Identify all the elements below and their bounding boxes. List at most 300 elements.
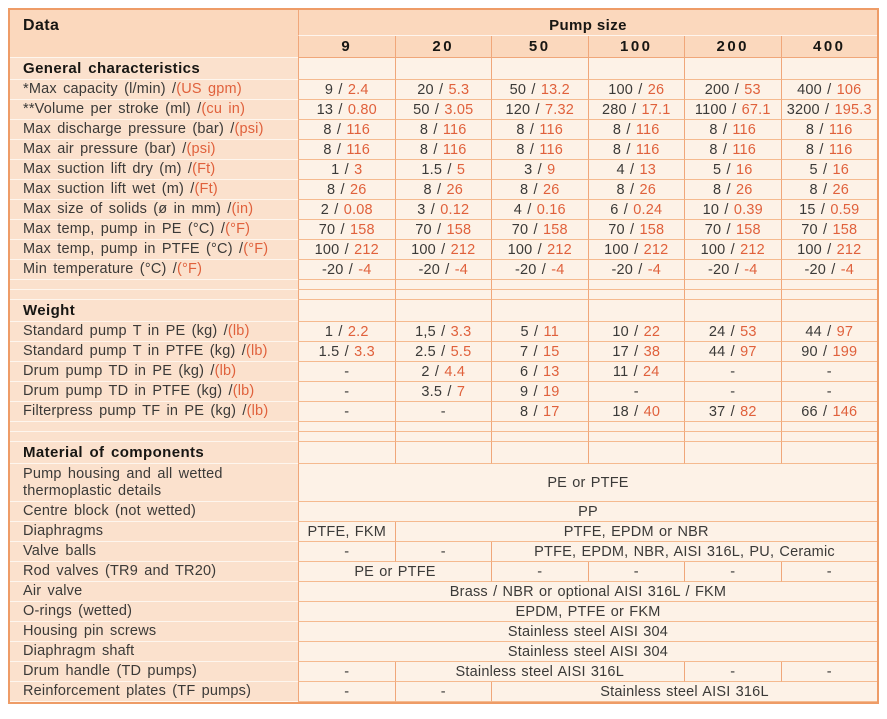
value-cell [491, 180, 588, 200]
value-separator: / [528, 363, 543, 380]
value-cell [781, 260, 878, 280]
row-label [10, 602, 298, 622]
metric-value: 70 [511, 221, 529, 238]
empty-cell [684, 442, 781, 464]
row-label [10, 120, 298, 140]
row-label [10, 240, 298, 260]
section-header-row [10, 300, 877, 322]
imperial-value: 0.39 [733, 201, 763, 218]
value-separator: / [717, 141, 733, 158]
table-row [10, 260, 877, 280]
empty-cell [781, 442, 878, 464]
row-label [10, 140, 298, 160]
row-label [10, 682, 298, 702]
value-separator: / [522, 201, 537, 218]
value-separator: / [628, 403, 644, 420]
imperial-value: 4.4 [444, 363, 466, 380]
row-label-text: thermoplastic details [23, 483, 162, 499]
table-row [10, 200, 877, 220]
imperial-value: 40 [643, 403, 661, 420]
imperial-value: 0.12 [440, 201, 470, 218]
imperial-value: 13 [639, 161, 656, 178]
value-cell [298, 260, 395, 280]
metric-value: 9 [520, 383, 529, 400]
imperial-value: 97 [740, 343, 757, 360]
metric-value: 50 [413, 101, 430, 118]
value-separator: / [815, 201, 831, 218]
metric-value: 8 [520, 181, 529, 198]
value-separator: / [729, 81, 745, 98]
row-label-text: Diaphragms [23, 523, 104, 539]
metric-value: 8 [323, 141, 332, 158]
value-cell [684, 260, 781, 280]
table-body [10, 58, 877, 702]
imperial-value: 116 [442, 141, 467, 158]
value-cell [491, 140, 588, 160]
metric-value: 70 [318, 221, 336, 238]
value-cell [588, 80, 685, 100]
empty-cell [781, 432, 878, 442]
value-separator: / [433, 81, 449, 98]
material-cell: - [588, 562, 685, 582]
section-header-row [10, 442, 877, 464]
metric-value: 20 [417, 81, 434, 98]
spacer-label [10, 290, 298, 300]
imperial-value: 158 [639, 221, 665, 238]
value-cell [684, 180, 781, 200]
empty-cell [491, 290, 588, 300]
metric-value: 44 [708, 343, 726, 360]
value-cell [298, 322, 395, 342]
value-cell [588, 100, 685, 120]
imperial-value: 116 [539, 141, 564, 158]
table-row [10, 140, 877, 160]
imperial-value: 212 [547, 241, 572, 258]
row-label-text: Rod valves (TR9 and TR20) [23, 563, 217, 579]
row-label-text: Drum pump TD in PTFE (kg) / [23, 383, 233, 399]
imperial-value: 212 [450, 241, 476, 258]
value-cell [395, 322, 492, 342]
value-cell [588, 200, 685, 220]
imperial-value: 82 [740, 403, 757, 420]
row-label [10, 160, 298, 180]
metric-value: 15 [799, 201, 816, 218]
empty-cell [298, 58, 395, 80]
value-separator: / [528, 383, 543, 400]
metric-value: 3200 [786, 101, 820, 118]
pump-size-value: 9 [298, 36, 395, 58]
row-label-text: Standard pump T in PE (kg) / [23, 323, 228, 339]
empty-cell [781, 422, 878, 432]
imperial-value: 158 [446, 221, 472, 238]
empty-cell [684, 422, 781, 432]
metric-value: 66 [801, 403, 818, 420]
empty-cell [684, 432, 781, 442]
metric-value: 10 [612, 323, 629, 340]
metric-value: 5 [809, 161, 818, 178]
row-label [10, 562, 298, 582]
row-label-unit: (lb) [246, 403, 269, 419]
imperial-value: 17.1 [641, 101, 671, 118]
value-separator: / [442, 161, 457, 178]
metric-value: 70 [704, 221, 722, 238]
value-cell [781, 140, 878, 160]
empty-cell [491, 58, 588, 80]
row-label-unit: (Ft) [192, 161, 216, 177]
imperial-value: 0.80 [347, 101, 377, 118]
row-label [10, 80, 298, 100]
imperial-value: 26 [349, 181, 367, 198]
metric-value: 90 [801, 343, 818, 360]
value-separator: / [624, 181, 640, 198]
imperial-value: 3.3 [354, 343, 375, 360]
value-cell [298, 180, 395, 200]
table-row [10, 682, 877, 702]
value-cell [781, 322, 878, 342]
value-cell [684, 322, 781, 342]
metric-value: 280 [601, 101, 627, 118]
value-cell [298, 140, 395, 160]
row-label-text: Drum handle (TD pumps) [23, 663, 197, 679]
value-cell [491, 362, 588, 382]
metric-value: 8 [805, 141, 815, 158]
row-label-text: Valve balls [23, 543, 97, 559]
imperial-value: -4 [647, 261, 662, 278]
table-row [10, 402, 877, 422]
value-cell: - [684, 362, 781, 382]
imperial-value: -4 [744, 261, 758, 278]
value-separator: / [528, 323, 544, 340]
value-separator: / [633, 261, 648, 278]
value-cell [781, 100, 878, 120]
value-cell [298, 160, 395, 180]
pump-size-value: 200 [684, 36, 781, 58]
metric-value: -20 [514, 261, 537, 278]
metric-value: 1.5 [318, 343, 340, 360]
value-separator: / [624, 221, 640, 238]
value-separator: / [331, 121, 347, 138]
imperial-value: 212 [836, 241, 862, 258]
value-separator: / [817, 403, 833, 420]
metric-value: 4 [513, 201, 523, 218]
metric-value: -20 [418, 261, 441, 278]
row-label-text: Reinforcement plates (TF pumps) [23, 683, 252, 699]
section-title: Weight [10, 300, 298, 322]
spacer-row [10, 280, 877, 290]
imperial-value: 53 [740, 323, 757, 340]
value-separator: / [435, 323, 451, 340]
metric-value: 100 [314, 241, 340, 258]
value-separator: / [524, 121, 540, 138]
empty-cell [395, 280, 492, 290]
imperial-value: 2.4 [347, 81, 369, 98]
metric-value: 3 [417, 201, 426, 218]
empty-cell [684, 290, 781, 300]
material-cell: - [684, 662, 781, 682]
row-label [10, 362, 298, 382]
table-row [10, 80, 877, 100]
value-separator: / [528, 181, 543, 198]
value-separator: / [329, 201, 344, 218]
value-cell: - [684, 382, 781, 402]
value-cell [781, 342, 878, 362]
row-label-text: Air valve [23, 583, 83, 599]
row-label-text: Max suction lift dry (m) / [23, 161, 193, 177]
value-cell [298, 80, 395, 100]
empty-cell [298, 280, 395, 290]
value-separator: / [814, 141, 829, 158]
imperial-value: 116 [346, 141, 371, 158]
pump-size-value: 20 [395, 36, 492, 58]
metric-value: 1100 [694, 101, 727, 118]
pump-size-value: 400 [781, 36, 878, 58]
material-cell: PE or PTFE [298, 464, 877, 502]
row-label [10, 662, 298, 682]
metric-value: 8 [419, 141, 429, 158]
value-cell: - [781, 382, 878, 402]
row-label [10, 622, 298, 642]
row-label [10, 342, 298, 362]
row-label-text: **Volume per stroke (ml) / [23, 101, 202, 117]
metric-value: 8 [423, 181, 432, 198]
value-separator: / [532, 161, 548, 178]
value-cell [588, 220, 685, 240]
value-cell [298, 200, 395, 220]
value-separator: / [528, 343, 543, 360]
empty-cell [684, 280, 781, 290]
value-cell [298, 220, 395, 240]
value-separator: / [428, 121, 443, 138]
value-separator: / [335, 221, 350, 238]
metric-value: 4 [616, 161, 625, 178]
value-separator: / [343, 261, 359, 278]
metric-value: 120 [505, 101, 531, 118]
material-cell: Stainless steel AISI 316L [395, 662, 685, 682]
imperial-value: 67.1 [741, 101, 771, 118]
value-separator: / [628, 323, 644, 340]
row-label [10, 502, 298, 522]
value-separator: / [725, 343, 741, 360]
metric-value: 8 [709, 121, 718, 138]
imperial-value: 9 [547, 161, 556, 178]
imperial-value: 26 [735, 181, 753, 198]
value-separator: / [725, 241, 741, 258]
value-cell [491, 342, 588, 362]
value-separator: / [435, 343, 451, 360]
table-row [10, 120, 877, 140]
empty-cell [781, 290, 878, 300]
empty-cell [781, 58, 878, 80]
value-separator: / [530, 101, 545, 118]
value-cell: - [395, 402, 492, 422]
table-row [10, 382, 877, 402]
value-separator: / [721, 181, 736, 198]
imperial-value: 116 [539, 121, 564, 138]
spacer-label [10, 280, 298, 290]
value-cell [588, 240, 685, 260]
empty-cell [298, 442, 395, 464]
value-separator: / [628, 241, 644, 258]
value-cell [781, 180, 878, 200]
value-separator: / [826, 261, 841, 278]
value-cell [491, 240, 588, 260]
imperial-value: 212 [740, 241, 765, 258]
value-cell [491, 260, 588, 280]
value-separator: / [721, 221, 736, 238]
metric-value: 6 [610, 201, 619, 218]
imperial-value: 158 [349, 221, 375, 238]
imperial-value: 5.5 [450, 343, 472, 360]
value-cell [298, 342, 395, 362]
row-label-text: Max air pressure (bar) / [23, 141, 187, 157]
value-cell [395, 100, 492, 120]
imperial-value: 97 [836, 323, 854, 340]
imperial-value: 116 [635, 121, 660, 138]
empty-cell [395, 442, 492, 464]
metric-value: 8 [419, 121, 429, 138]
imperial-value: 2.2 [347, 323, 369, 340]
row-label [10, 200, 298, 220]
value-separator: / [339, 161, 355, 178]
material-cell: PTFE, EPDM or NBR [395, 522, 878, 542]
material-cell: - [781, 662, 878, 682]
table-row [10, 602, 877, 622]
value-cell [684, 140, 781, 160]
spacer-row [10, 432, 877, 442]
empty-cell [395, 432, 492, 442]
imperial-value: 38 [643, 343, 661, 360]
imperial-value: 26 [647, 81, 665, 98]
row-label-text: Pump housing and all wetted [23, 466, 223, 482]
imperial-value: 26 [832, 181, 849, 198]
value-separator: / [429, 363, 445, 380]
value-separator: / [725, 323, 741, 340]
value-cell [395, 200, 492, 220]
row-label [10, 642, 298, 662]
value-separator: / [633, 81, 648, 98]
empty-cell [491, 442, 588, 464]
value-cell [684, 80, 781, 100]
table-row [10, 642, 877, 662]
metric-value: 100 [700, 241, 726, 258]
value-separator: / [528, 403, 543, 420]
metric-value: 100 [604, 241, 629, 258]
value-separator: / [442, 383, 457, 400]
row-label [10, 402, 298, 422]
pump-size-value: 100 [588, 36, 685, 58]
table-row [10, 180, 877, 200]
imperial-value: 158 [832, 221, 858, 238]
material-cell: Stainless steel AISI 304 [298, 642, 877, 662]
value-cell [395, 260, 492, 280]
value-separator: / [821, 323, 837, 340]
imperial-value: 7 [456, 383, 466, 400]
row-label-unit: (lb) [245, 343, 268, 359]
value-cell [588, 402, 685, 422]
value-cell [395, 180, 492, 200]
row-label-text: Housing pin screws [23, 623, 157, 639]
empty-cell [588, 432, 685, 442]
imperial-value: -4 [358, 261, 372, 278]
imperial-value: 26 [639, 181, 656, 198]
spacer-label [10, 422, 298, 432]
value-cell [395, 120, 492, 140]
row-label-unit: (lb) [227, 323, 250, 339]
value-cell [588, 160, 685, 180]
empty-cell [491, 280, 588, 290]
metric-value: 7 [520, 343, 529, 360]
value-cell [395, 382, 492, 402]
table-row [10, 362, 877, 382]
material-cell: - [491, 562, 588, 582]
row-label-unit: (°F) [225, 221, 251, 237]
empty-cell [588, 442, 685, 464]
value-separator: / [333, 323, 348, 340]
value-separator: / [821, 241, 837, 258]
imperial-value: 11 [543, 323, 559, 340]
metric-value: 100 [507, 241, 533, 258]
metric-value: 200 [704, 81, 730, 98]
metric-value: 2.5 [415, 343, 436, 360]
value-separator: / [725, 403, 741, 420]
value-separator: / [532, 241, 548, 258]
value-separator: / [526, 81, 541, 98]
material-cell: PTFE, FKM [298, 522, 395, 542]
row-label [10, 220, 298, 240]
metric-value: 8 [516, 141, 525, 158]
value-cell [684, 342, 781, 362]
metric-value: 1 [324, 323, 334, 340]
value-separator: / [333, 101, 348, 118]
imperial-value: 19 [542, 383, 560, 400]
value-cell [588, 322, 685, 342]
value-separator: / [431, 221, 447, 238]
metric-value: 8 [709, 141, 718, 158]
row-label-text: Min temperature (°C) / [23, 261, 177, 277]
imperial-value: 195.3 [834, 101, 872, 118]
row-label-unit: (psi) [234, 121, 264, 137]
value-separator: / [817, 181, 833, 198]
imperial-value: 116 [732, 121, 757, 138]
value-separator: / [719, 201, 734, 218]
value-separator: / [618, 201, 634, 218]
table-row [10, 542, 877, 562]
value-cell [298, 240, 395, 260]
empty-cell [395, 58, 492, 80]
spacer-row [10, 422, 877, 432]
value-cell [588, 260, 685, 280]
empty-cell [588, 280, 685, 290]
spacer-label [10, 432, 298, 442]
value-cell [588, 342, 685, 362]
metric-value: 70 [801, 221, 818, 238]
row-label-text: Standard pump T in PTFE (kg) / [23, 343, 246, 359]
value-separator: / [628, 343, 644, 360]
value-separator: / [335, 181, 350, 198]
value-cell [395, 220, 492, 240]
spacer-row [10, 290, 877, 300]
value-separator: / [339, 343, 355, 360]
row-label [10, 542, 298, 562]
value-cell [684, 220, 781, 240]
value-separator: / [817, 161, 833, 178]
metric-value: 2 [320, 201, 330, 218]
imperial-value: 212 [354, 241, 379, 258]
imperial-value: 16 [832, 161, 849, 178]
table-row [10, 322, 877, 342]
empty-cell [588, 290, 685, 300]
row-label-unit: (lb) [232, 383, 255, 399]
